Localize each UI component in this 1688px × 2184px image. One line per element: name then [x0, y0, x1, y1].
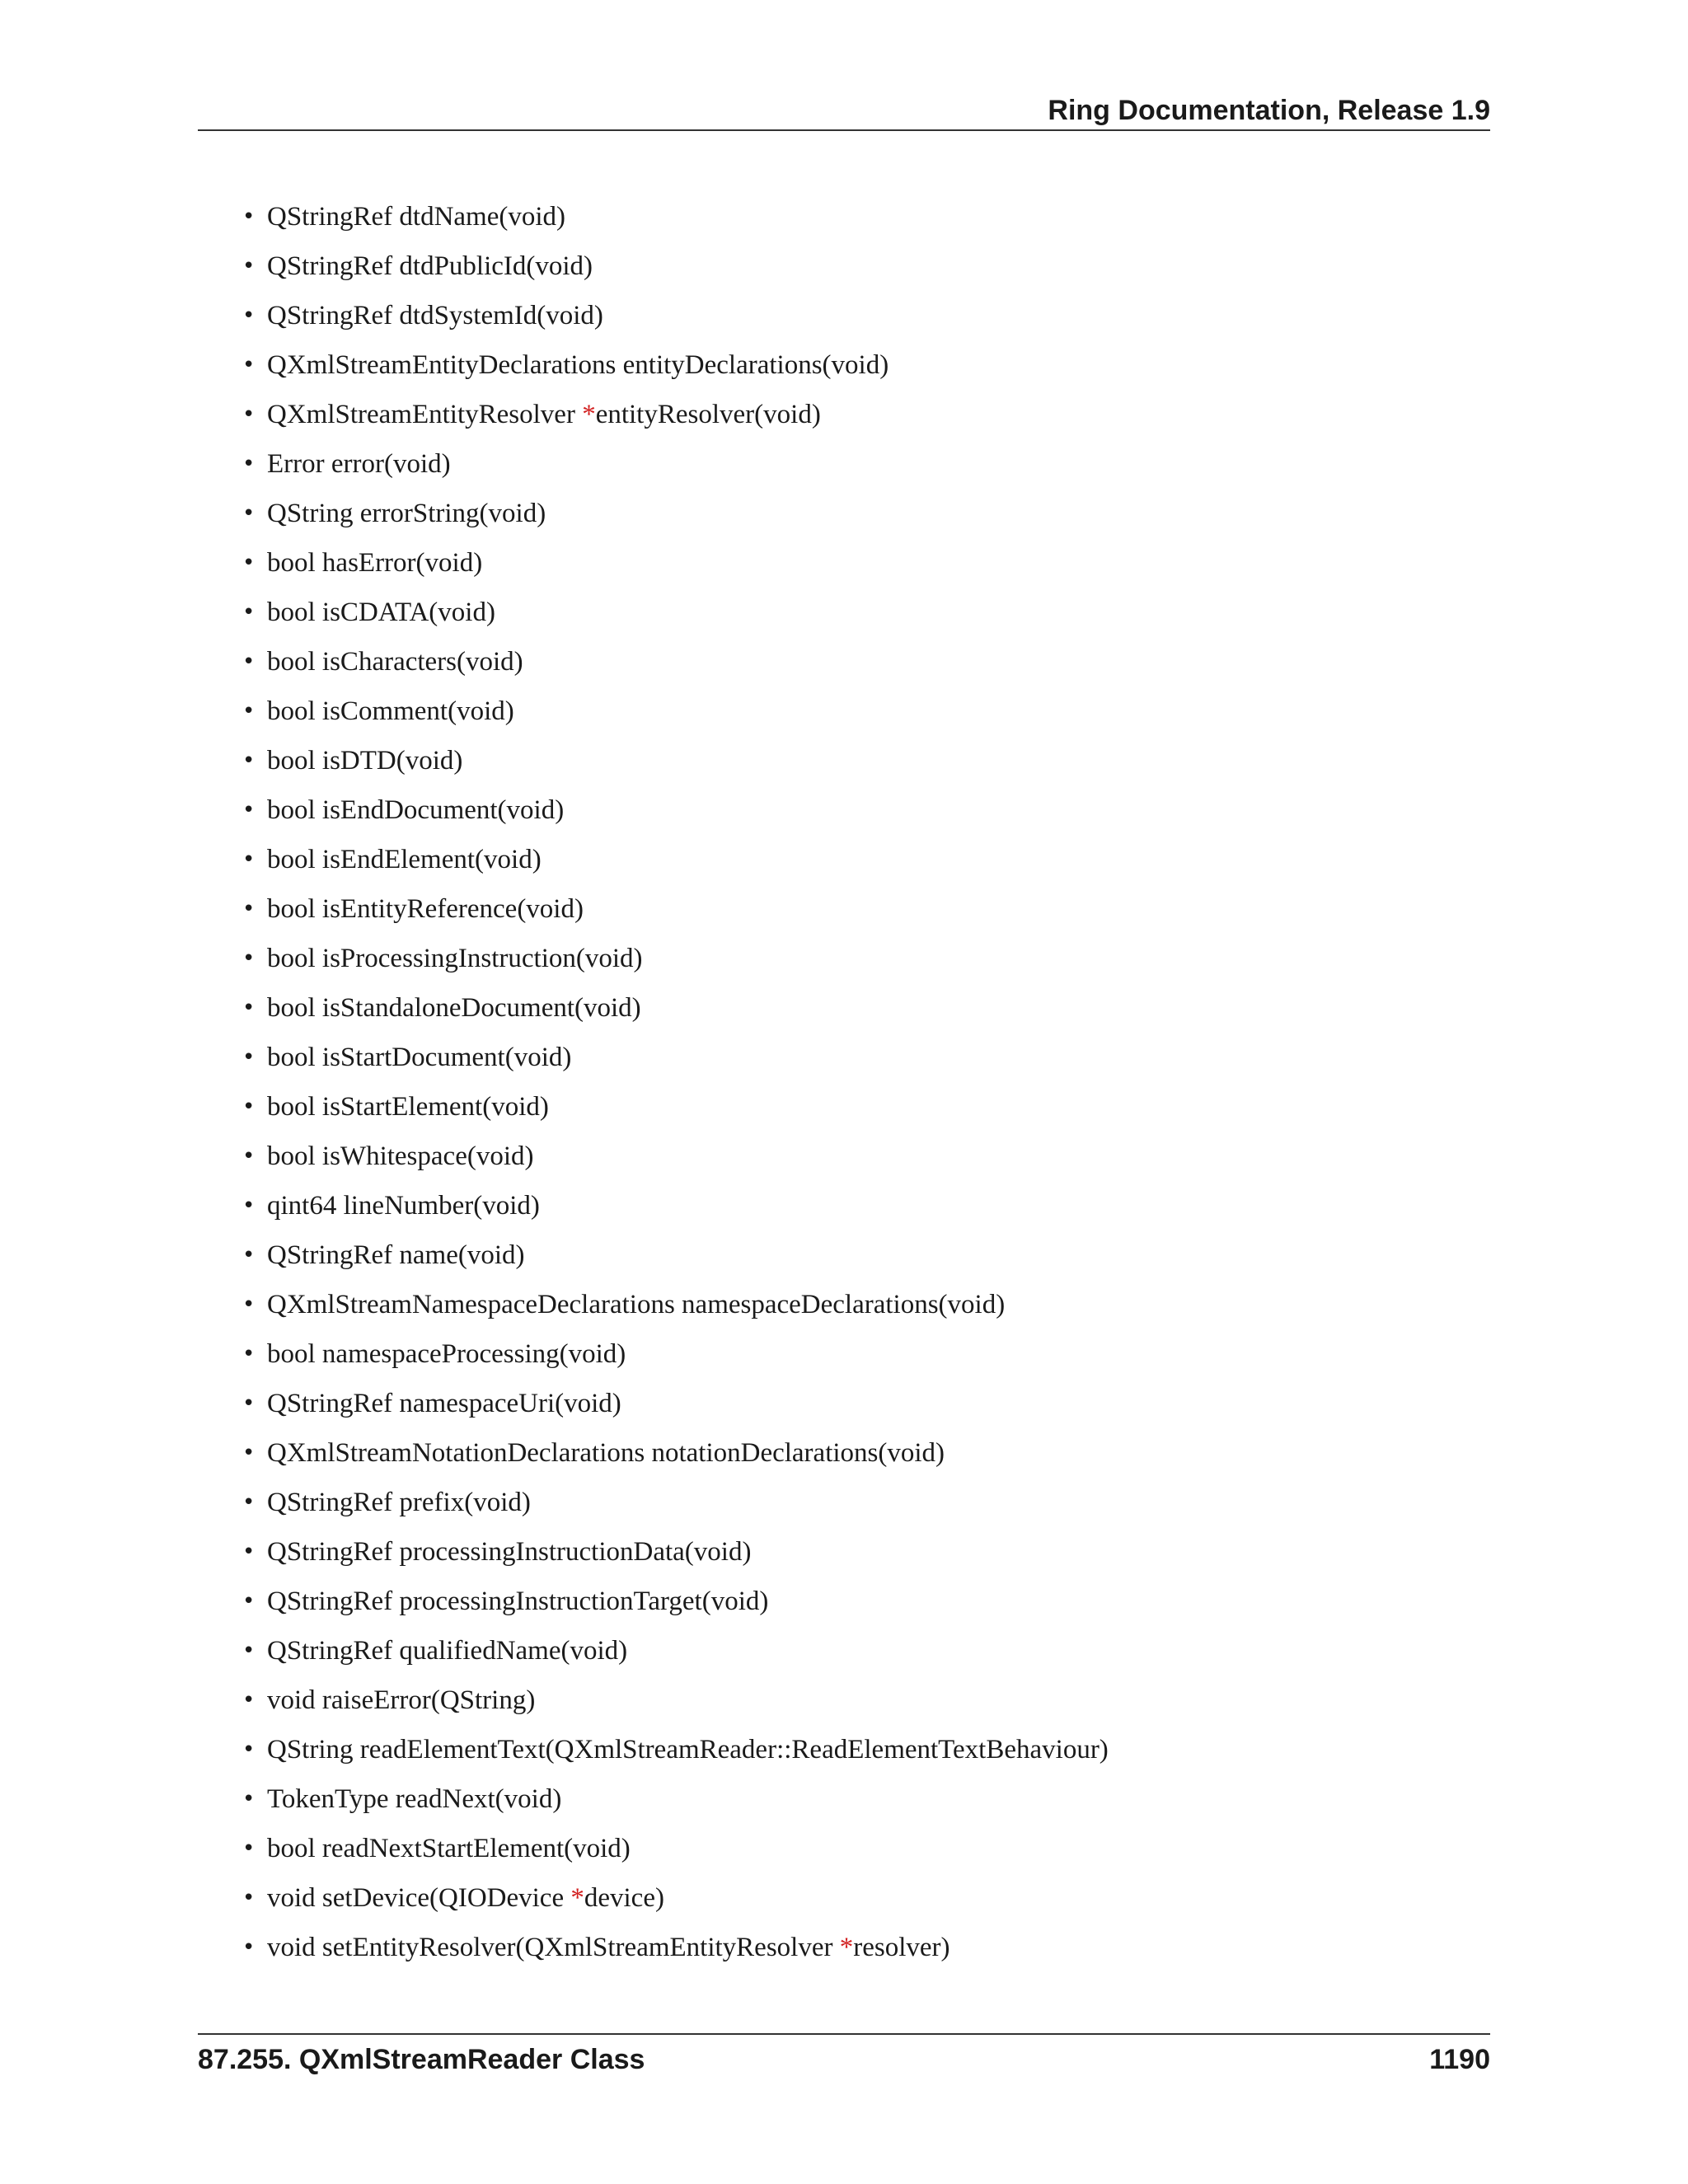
method-signature: bool readNextStartElement(void)	[267, 1834, 631, 1863]
method-signature: QStringRef dtdPublicId(void)	[267, 251, 593, 281]
list-item	[242, 835, 1479, 884]
list-item	[242, 884, 1479, 934]
method-signature: QStringRef dtdName(void)	[267, 202, 566, 232]
list-item	[242, 291, 1479, 340]
list-item	[242, 588, 1479, 637]
method-signature: QStringRef namespaceUri(void)	[267, 1389, 621, 1418]
method-signature: QStringRef dtdSystemId(void)	[267, 301, 603, 330]
list-item	[242, 1577, 1479, 1626]
bullet-icon: •	[242, 1886, 256, 1910]
bullet-icon: •	[242, 847, 256, 872]
method-signature: TokenType readNext(void)	[267, 1784, 562, 1814]
bullet-icon: •	[242, 1737, 256, 1762]
method-signature: QString errorString(void)	[267, 499, 546, 528]
bullet-icon: •	[242, 699, 256, 724]
bullet-icon: •	[242, 254, 256, 279]
list-item	[242, 637, 1479, 687]
bullet-icon: •	[242, 798, 256, 823]
list-item	[242, 687, 1479, 736]
method-signature: bool hasError(void)	[267, 548, 483, 578]
method-signature: QXmlStreamNotationDeclarations notationDeclarations(void)	[267, 1438, 945, 1468]
list-item	[242, 1132, 1479, 1181]
bullet-icon: •	[242, 600, 256, 625]
list-item	[242, 1082, 1479, 1132]
bullet-icon: •	[242, 1787, 256, 1811]
bullet-icon: •	[242, 1342, 256, 1366]
method-signature: QStringRef processingInstructionTarget(void)	[267, 1586, 769, 1616]
list-item	[242, 1428, 1479, 1478]
method-signature-rest: resolver)	[853, 1933, 950, 1962]
method-signature: QStringRef qualifiedName(void)	[267, 1636, 628, 1666]
list-item	[242, 736, 1479, 785]
bullet-icon: •	[242, 1094, 256, 1119]
list-item	[242, 538, 1479, 588]
bullet-icon: •	[242, 1292, 256, 1317]
method-signature-rest: entityResolver(void)	[595, 400, 821, 429]
list-item	[242, 1181, 1479, 1230]
method-signature: Error error(void)	[267, 449, 451, 479]
bullet-icon: •	[242, 1441, 256, 1465]
list-item	[242, 192, 1479, 241]
method-signature: bool isStartDocument(void)	[267, 1043, 572, 1072]
bullet-icon: •	[242, 1935, 256, 1960]
list-item	[242, 785, 1479, 835]
method-signature: bool isComment(void)	[267, 696, 514, 726]
bullet-icon: •	[242, 996, 256, 1020]
list-item	[242, 1033, 1479, 1082]
method-signature: QString readElementText(QXmlStreamReader::ReadElementTextBehaviour)	[267, 1735, 1109, 1765]
method-signature: QStringRef processingInstructionData(void)	[267, 1537, 752, 1567]
bullet-icon: •	[242, 1391, 256, 1416]
method-signature: bool isWhitespace(void)	[267, 1141, 534, 1171]
method-signature: bool namespaceProcessing(void)	[267, 1339, 626, 1369]
bullet-icon: •	[242, 402, 256, 427]
bullet-icon: •	[242, 946, 256, 971]
bullet-icon: •	[242, 551, 256, 575]
list-item	[242, 340, 1479, 390]
bullet-icon: •	[242, 1243, 256, 1268]
list-item	[242, 439, 1479, 489]
method-signature: bool isCharacters(void)	[267, 647, 523, 677]
list-item	[242, 1527, 1479, 1577]
bullet-icon: •	[242, 1045, 256, 1070]
list-item	[242, 1626, 1479, 1675]
method-signature: QStringRef name(void)	[267, 1240, 525, 1270]
method-signature: bool isCDATA(void)	[267, 598, 495, 627]
list-item	[242, 1873, 1479, 1923]
method-list	[242, 192, 1479, 1972]
method-signature: QXmlStreamNamespaceDeclarations namespaceDeclarations(void)	[267, 1290, 1006, 1319]
method-signature: bool isProcessingInstruction(void)	[267, 944, 643, 973]
method-signature: bool isEndElement(void)	[267, 845, 542, 874]
bullet-icon: •	[242, 1589, 256, 1614]
list-item	[242, 934, 1479, 983]
header-divider	[198, 129, 1490, 131]
pointer-marker: *	[570, 1883, 584, 1913]
method-signature: QStringRef prefix(void)	[267, 1488, 531, 1517]
method-signature: void setEntityResolver(QXmlStreamEntityResolver	[267, 1933, 840, 1962]
bullet-icon: •	[242, 897, 256, 921]
method-signature: void raiseError(QString)	[267, 1685, 536, 1715]
bullet-icon: •	[242, 204, 256, 229]
pointer-marker: *	[582, 400, 596, 429]
bullet-icon: •	[242, 501, 256, 526]
bullet-icon: •	[242, 1688, 256, 1713]
list-item	[242, 390, 1479, 439]
list-item	[242, 1280, 1479, 1329]
list-item	[242, 1725, 1479, 1774]
bullet-icon: •	[242, 1638, 256, 1663]
bullet-icon: •	[242, 1144, 256, 1169]
method-signature-rest: device)	[584, 1883, 664, 1913]
bullet-icon: •	[242, 1193, 256, 1218]
list-item	[242, 1329, 1479, 1379]
method-signature: qint64 lineNumber(void)	[267, 1191, 540, 1221]
method-signature: bool isStandaloneDocument(void)	[267, 993, 641, 1023]
bullet-icon: •	[242, 1490, 256, 1515]
list-item	[242, 1379, 1479, 1428]
footer-section-title: 87.255. QXmlStreamReader Class	[198, 2044, 645, 2075]
method-signature: bool isDTD(void)	[267, 746, 463, 776]
bullet-icon: •	[242, 303, 256, 328]
method-signature: QXmlStreamEntityDeclarations entityDeclarations(void)	[267, 350, 889, 380]
list-item	[242, 983, 1479, 1033]
footer-divider	[198, 2033, 1490, 2035]
method-signature: bool isEntityReference(void)	[267, 894, 584, 924]
page-number: 1190	[1429, 2044, 1490, 2075]
running-header-title: Ring Documentation, Release 1.9	[1048, 95, 1490, 126]
method-signature: void setDevice(QIODevice	[267, 1883, 571, 1913]
pointer-marker: *	[839, 1933, 854, 1962]
bullet-icon: •	[242, 649, 256, 674]
bullet-icon: •	[242, 353, 256, 377]
list-item	[242, 241, 1479, 291]
bullet-icon: •	[242, 748, 256, 773]
list-item	[242, 1230, 1479, 1280]
list-item	[242, 1824, 1479, 1873]
bullet-icon: •	[242, 1540, 256, 1564]
method-signature: bool isStartElement(void)	[267, 1092, 549, 1122]
bullet-icon: •	[242, 1836, 256, 1861]
list-item	[242, 1478, 1479, 1527]
method-signature: bool isEndDocument(void)	[267, 795, 565, 825]
method-signature: QXmlStreamEntityResolver	[267, 400, 583, 429]
list-item	[242, 1923, 1479, 1972]
list-item	[242, 489, 1479, 538]
list-item	[242, 1675, 1479, 1725]
list-item	[242, 1774, 1479, 1824]
bullet-icon: •	[242, 452, 256, 476]
